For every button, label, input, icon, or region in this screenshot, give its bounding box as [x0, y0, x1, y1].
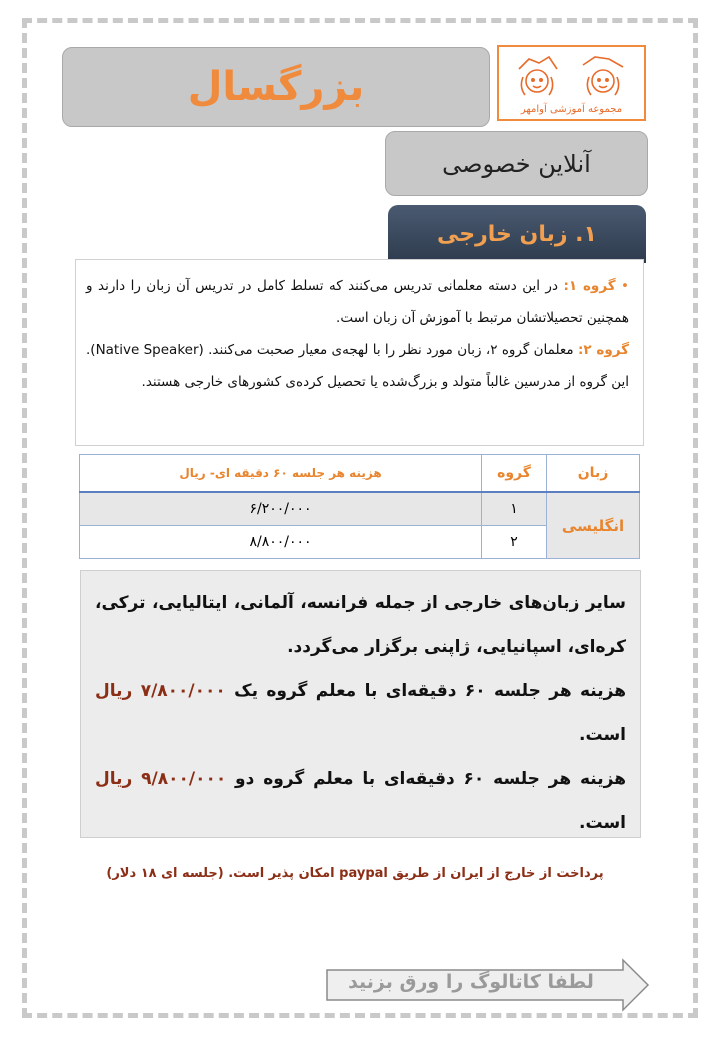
next-page-arrow[interactable] [325, 958, 650, 1012]
group1-price-tail: است. [579, 725, 626, 745]
group2-paragraph [86, 334, 629, 398]
subtitle: آنلاین خصوصی [442, 149, 591, 178]
groups-description [75, 259, 644, 446]
price-table [79, 454, 640, 559]
table-row [80, 492, 640, 526]
header-language: زبان [547, 455, 640, 493]
other-languages-text: سایر زبان‌های خارجی از جمله فرانسه، آلمانی، ایتالیایی، ترکی، کره‌ای، اسپانیایی، ژاپنی برگزار می‌گردد. [95, 593, 626, 657]
group-cell: ۱ [482, 492, 547, 526]
section-heading [388, 205, 646, 263]
table-header-row [80, 455, 640, 493]
group1-label: گروه ۱: [563, 278, 616, 294]
page-title: بزرگسال [187, 64, 365, 110]
other-languages-box [80, 570, 641, 838]
group1-price-line [95, 669, 626, 757]
group-cell: ۲ [482, 526, 547, 559]
group2-price-line [95, 757, 626, 845]
payment-note: پرداخت از خارج از ایران از طریق paypal امکان پذیر است. (جلسه ای ۱۸ دلار) [106, 866, 604, 881]
title-banner [62, 47, 490, 127]
language-cell: انگلیسی [547, 492, 640, 559]
group2-price-tail: است. [579, 813, 626, 833]
bullet-icon: • [621, 278, 630, 294]
subtitle-banner [385, 131, 648, 196]
group1-price-text: هزینه هر جلسه ۶۰ دقیقه‌ای با معلم گروه یک [225, 681, 626, 701]
cost-cell: ۶/۲۰۰/۰۰۰ [80, 492, 482, 526]
group1-text: در این دسته معلمانی تدریس می‌کنند که تسلط کامل در تدریس آن زبان را دارند و همچنین تحصیلاتشان مرتبط با آموزش آن زبان است. [86, 278, 629, 326]
group2-price-text: هزینه هر جلسه ۶۰ دقیقه‌ای با معلم گروه دو [226, 769, 626, 789]
group2-price-amount: ۹/۸۰۰/۰۰۰ ریال [95, 769, 227, 789]
next-page-label: لطفا کاتالوگ را ورق بزنید [348, 971, 594, 993]
logo-caption: مجموعه آموزشی آوامهر [520, 104, 623, 115]
header-cost: هزینه هر جلسه ۶۰ دقیقه ای- ریال [80, 455, 482, 493]
header-group: گروه [482, 455, 547, 493]
group1-paragraph [86, 270, 629, 334]
section-heading-text: ۱. زبان خارجی [437, 221, 597, 247]
logo [497, 45, 646, 121]
group2-label: گروه ۲: [578, 342, 630, 358]
cost-cell: ۸/۸۰۰/۰۰۰ [80, 526, 482, 559]
group2-text: معلمان گروه ۲، زبان مورد نظر را با لهجه‌ی معیار صحبت می‌کنند. (Native Speaker). این گروه از مدرسین غالباً متولد و بزرگ‌شده یا تحصیل کرده‌ی کشورهای خارجی هستند. [86, 342, 629, 390]
group1-price-amount: ۷/۸۰۰/۰۰۰ ریال [95, 681, 226, 701]
